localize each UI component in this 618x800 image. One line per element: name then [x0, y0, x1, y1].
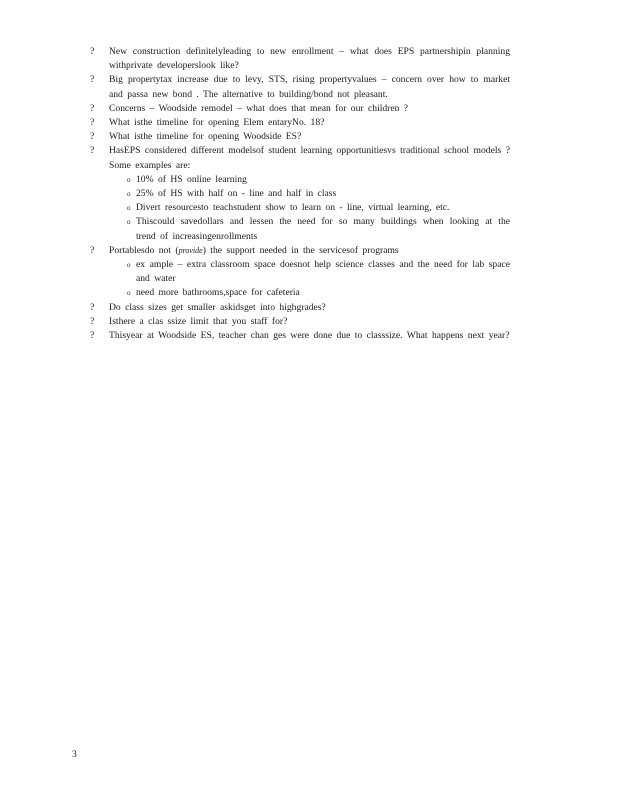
- bullet-marker: ?: [90, 74, 95, 86]
- sub-bullet-marker: o: [127, 175, 131, 184]
- bullet-marker: ?: [90, 315, 95, 327]
- sub-bullet-marker: o: [127, 218, 131, 227]
- list-item-text: Do class sizes get smaller askidsget into highgrades?: [109, 301, 326, 313]
- bullet-marker: ?: [90, 131, 95, 143]
- text-after: ) the support needed in the servicesof programs: [202, 244, 399, 256]
- list-item: [90, 73, 515, 101]
- bullet-marker: ?: [90, 46, 95, 57]
- list-item: [90, 102, 510, 116]
- sub-list-item: [90, 286, 510, 300]
- list-item-text: New construction definitelyleading to new enrollment – what does EPS partnershipin planning withprivate developerslook like?: [109, 46, 515, 72]
- text-before: Portablesdo not (: [109, 244, 179, 256]
- sub-bullet-marker: o: [127, 190, 131, 199]
- sub-list-item-text: need more bathrooms,space for cafeteria: [136, 287, 300, 299]
- list-item: [90, 315, 510, 329]
- list-item-text: What isthe timeline for opening Woodside ES?: [109, 131, 302, 143]
- sub-list-item: [90, 201, 510, 215]
- list-item-text: Isthere a clas ssize limit that you staff for?: [109, 315, 288, 327]
- sub-list-item: [90, 173, 510, 187]
- bullet-marker: ?: [90, 145, 95, 157]
- sub-bullet-marker: o: [127, 261, 131, 270]
- question-list: [90, 45, 515, 343]
- sub-list-item-text: ex ample – extra classroom space doesnot help science classes and the need for lab space and water: [136, 259, 515, 285]
- list-item: [90, 144, 515, 172]
- bullet-marker: ?: [90, 244, 95, 256]
- sub-list-item: [90, 258, 515, 286]
- list-item-text: What isthe timeline for opening Elem entaryNo. 18?: [109, 117, 325, 129]
- list-item-text: Big propertytax increase due to levy, STS, rising propertyvalues – concern over how to market and passa new bond . The alternative to building/bond not pleasant.: [109, 74, 515, 100]
- sub-list-item: [90, 215, 515, 243]
- page-number: 3: [72, 749, 77, 760]
- list-item: [90, 301, 510, 315]
- list-item-text: Concerns – Woodside remodel – what does that mean for our children ?: [109, 102, 409, 114]
- bullet-marker: ?: [90, 117, 95, 129]
- list-item-text: Thisyear at Woodside ES, teacher chan ges were done due to classsize. What happens next year?: [109, 330, 510, 342]
- sub-list-item-text: 25% of HS with half on - line and half in class: [136, 188, 337, 200]
- sub-list-item-text: 10% of HS online learning: [136, 173, 247, 185]
- sub-list-item-text: Divert resourcesto teachstudent show to learn on - line, virtual learning, etc.: [136, 202, 450, 214]
- list-item: [90, 130, 510, 144]
- bullet-marker: ?: [90, 330, 95, 342]
- list-item-text: [109, 244, 510, 258]
- list-item: [90, 116, 510, 130]
- sub-bullet-marker: o: [127, 204, 131, 213]
- list-item: [90, 244, 510, 258]
- sub-list-item: [90, 187, 510, 201]
- italic-word: provide: [178, 245, 203, 255]
- list-item-text: HasEPS considered different modelsof student learning opportunitiesvs traditional school models ? Some examples are:: [109, 145, 515, 171]
- list-item: [90, 45, 515, 73]
- sub-list-item-text: Thiscould savedollars and lessen the need for so many buildings when looking at the trend of increasingenrollments: [136, 216, 515, 242]
- bullet-marker: ?: [90, 102, 95, 114]
- list-item: [90, 329, 510, 343]
- bullet-marker: ?: [90, 301, 95, 313]
- sub-bullet-marker: o: [127, 289, 131, 298]
